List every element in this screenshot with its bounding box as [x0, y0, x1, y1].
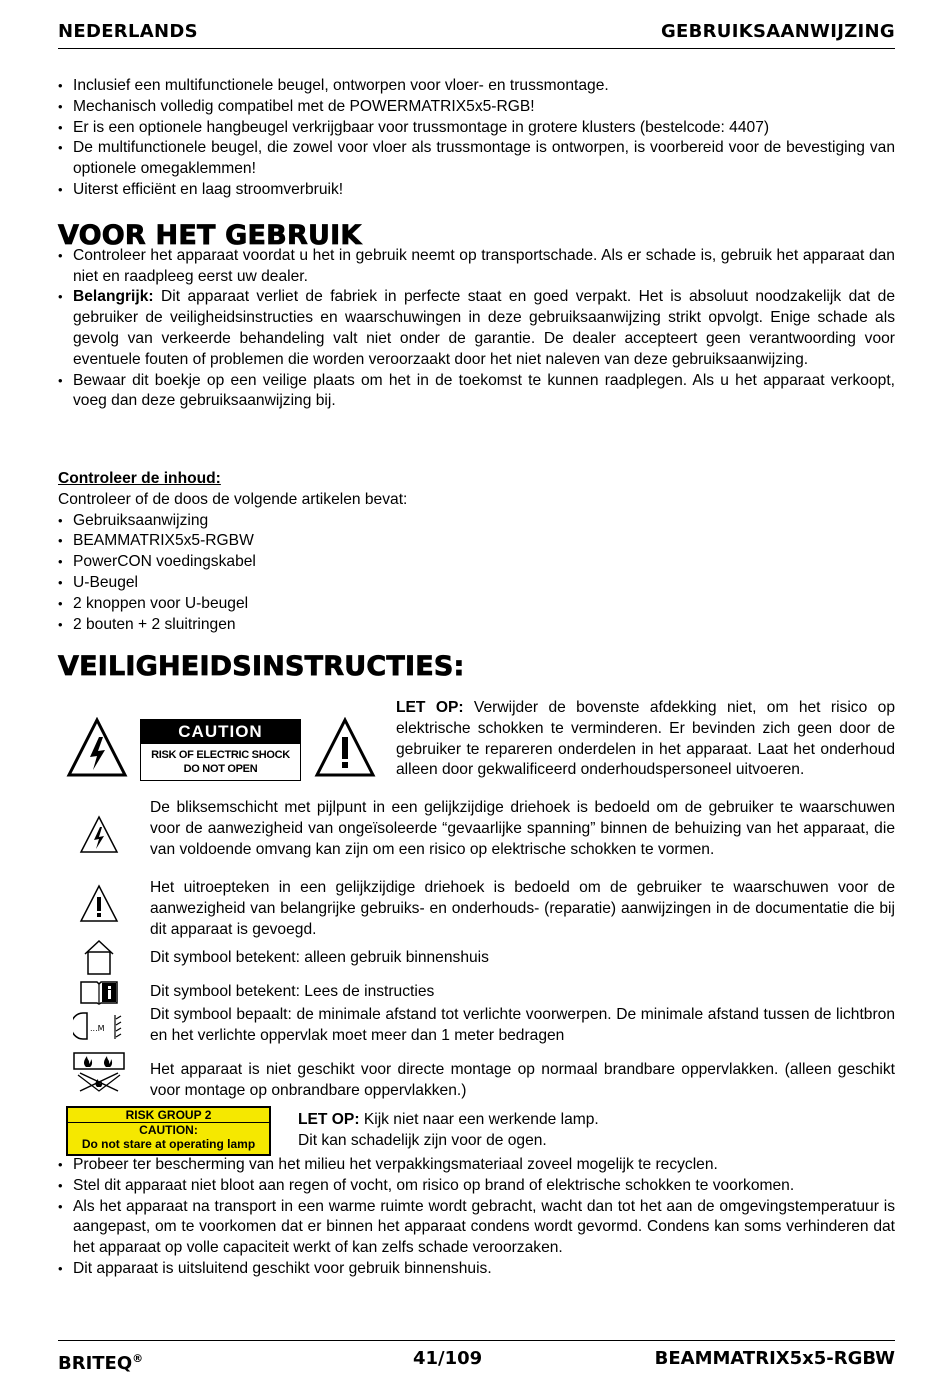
before-use-list [58, 246, 895, 412]
footer-model: BEAMMATRIX5x5-RGBW [654, 1348, 895, 1369]
page-footer [58, 1340, 895, 1374]
list-item: • Er is een optionele hangbeugel verkrijgbaar voor trussmontage in grotere klusters (bestelcode: 4407) [58, 118, 895, 139]
risk-group-label [66, 1106, 271, 1156]
list-item: • Controleer het apparaat voordat u het in gebruik neemt op transportschade. Als er schade is, gebruik het apparaat dan niet en raadpleeg eerst uw dealer. [58, 246, 895, 288]
list-item: • Stel dit apparaat niet bloot aan regen of vocht, om risico op brand of elektrische schokken te voorkomen. [58, 1176, 895, 1197]
safety-title-block [58, 651, 895, 682]
lightning-triangle-icon [79, 815, 119, 855]
safety-bullets-block [58, 1155, 895, 1280]
contents-heading: Controleer de inhoud: [58, 470, 221, 487]
contents-intro: Controleer of de doos de volgende artikelen bevat: [58, 490, 408, 508]
registered-mark: ® [132, 1352, 144, 1365]
list-item: • 2 knoppen voor U-beugel [58, 594, 895, 615]
exclamation-triangle-icon [79, 884, 119, 924]
risk-let-op-line-1 [298, 1110, 895, 1131]
minimum-distance-icon [73, 1009, 125, 1043]
exclamation-warning-icon [314, 717, 376, 779]
list-item: • Mechanisch volledig compatibel met de POWERMATRIX5x5-RGB! [58, 97, 895, 118]
list-item: • U-Beugel [58, 573, 895, 594]
risk-group-title: RISK GROUP 2 [68, 1108, 269, 1123]
exclamation-description: Het uitroepteken in een gelijkzijdige driehoek is bedoeld om de gebruiker te waarschuwen voor de aanwezigheid van belangrijke gebruiks- en onderhouds- (reparatie) aanwijzingen in de documentatie die bij dit apparaat is gevoegd. [150, 879, 895, 938]
list-item: • Bewaar dit boekje op een veilige plaats om het in de toekomst te kunnen raadplegen. Als u het apparaat verkoopt, voeg dan deze gebruiksaanwijzing bij. [58, 371, 895, 413]
list-item: • Probeer ter bescherming van het milieu het verpakkingsmateriaal zoveel mogelijk te recyclen. [58, 1155, 895, 1176]
read-instructions-description: Dit symbool betekent: Lees de instructies [150, 983, 435, 1000]
list-item: • BEAMMATRIX5x5-RGBW [58, 531, 895, 552]
brand-name: BRITEQ [58, 1353, 133, 1374]
page-header [58, 22, 895, 49]
list-item: • Uiterst efficiënt en laag stroomverbruik! [58, 180, 895, 201]
caution-line-1: RISK OF ELECTRIC SHOCK [151, 749, 290, 761]
list-item: • Gebruiksaanwijzing [58, 511, 895, 532]
feature-list-block [58, 76, 895, 201]
section-title: VEILIGHEIDSINSTRUCTIES: [58, 651, 465, 682]
lightning-description: De bliksemschicht met pijlpunt in een gelijkzijdige driehoek is bedoeld om de gebruiker te waarschuwen voor de aanwezigheid van ongeïsoleerde “gevaarlijke spanning” binnen de behuizing van het apparaat, die van voldoende omvang kan zijn om een risico op elektrische schokken te vormen. [150, 799, 895, 858]
electric-shock-warning-icon [66, 717, 128, 779]
let-op-label: LET OP: [396, 699, 464, 716]
important-text: Dit apparaat verliet de fabriek in perfecte staat en goed verpakt. Het is absoluut noodzakelijk dat de gebruiker de veiligheidsinstructies en waarschuwingen in deze gebruiksaanwijzing strikt opvolgt. Enige schade als gevolg van verkeerde behandeling valt niet onder de garantie. De dealer accepteert geen verantwoording voor eventuele fouten of problemen die worden veroorzaakt door het niet naleven van deze gebruiksaanwijzing. [73, 288, 895, 368]
list-item [58, 287, 895, 370]
distance-icon-label: ...M [90, 1024, 105, 1033]
risk-group-caution: CAUTION: [139, 1123, 198, 1137]
risk-let-op-paragraph [298, 1110, 895, 1152]
footer-brand [58, 1349, 143, 1375]
header-doc-title: GEBRUIKSAANWIJZING [660, 21, 895, 42]
caution-line-2: DO NOT OPEN [183, 763, 258, 775]
risk-group-line: Do not stare at operating lamp [81, 1137, 256, 1151]
risk-let-op-text: Kijk niet naar een werkende lamp. [359, 1111, 599, 1128]
contents-list [58, 511, 895, 636]
caution-title: CAUTION [141, 720, 300, 744]
list-item: • 2 bouten + 2 sluitringen [58, 615, 895, 636]
header-language: NEDERLANDS [58, 21, 198, 42]
list-item: • Inclusief een multifunctionele beugel, ontworpen voor vloer- en trussmontage. [58, 76, 895, 97]
section-title: VOOR HET GEBRUIK [58, 220, 362, 251]
list-item: • PowerCON voedingskabel [58, 552, 895, 573]
let-op-paragraph [396, 698, 895, 781]
risk-let-op-label: LET OP: [298, 1111, 360, 1128]
list-item: • Dit apparaat is uitsluitend geschikt voor gebruik binnenshuis. [58, 1259, 895, 1280]
list-item: • Als het apparaat na transport in een warme ruimte wordt gebracht, wacht dan tot het aan de omgevingstemperatuur is aangepast, om te voorkomen dat er binnen het apparaat condens wordt gevormd. Condens kan soms verhinderen dat het apparaat op volle capaciteit werkt of kan zelfs schade veroorzaken. [58, 1197, 895, 1259]
risk-let-op-line-2: Dit kan schadelijk zijn voor de ogen. [298, 1131, 547, 1149]
page-number: 41/109 [413, 1348, 483, 1369]
list-item: • De multifunctionele beugel, die zowel voor vloer als trussmontage is ontworpen, is voorbereid voor de bevestiging van optionele omegaklemmen! [58, 138, 895, 180]
flammable-description: Het apparaat is niet geschikt voor directe montage op normaal brandbare oppervlakken. (alleen geschikt voor montage op onbrandbare oppervlakken.) [150, 1061, 895, 1099]
let-op-text: Verwijder de bovenste afdekking niet, om het risico op elektrische schokken te verminderen. Er bevinden zich geen door de gebruiker te repareren onderdelen in het apparaat. Laat het onderhoud alleen door gekwalificeerd onderhoudspersoneel uitvoeren. [396, 699, 896, 779]
contents-section [58, 469, 895, 635]
feature-list [58, 76, 895, 201]
not-flammable-surface-icon [72, 1051, 126, 1093]
before-use-section [58, 220, 895, 412]
distance-description: Dit symbool bepaalt: de minimale afstand tot verlichte voorwerpen. De minimale afstand tussen de lichtbron en het verlichte oppervlak moet meer dan 1 meter bedragen [150, 1006, 895, 1044]
indoor-description: Dit symbool betekent: alleen gebruik binnenshuis [150, 949, 489, 966]
safety-list [58, 1155, 895, 1280]
house-indoor-icon [79, 938, 119, 976]
read-instructions-icon [79, 979, 119, 1005]
caution-label [140, 719, 301, 781]
important-label: Belangrijk: [73, 288, 154, 306]
